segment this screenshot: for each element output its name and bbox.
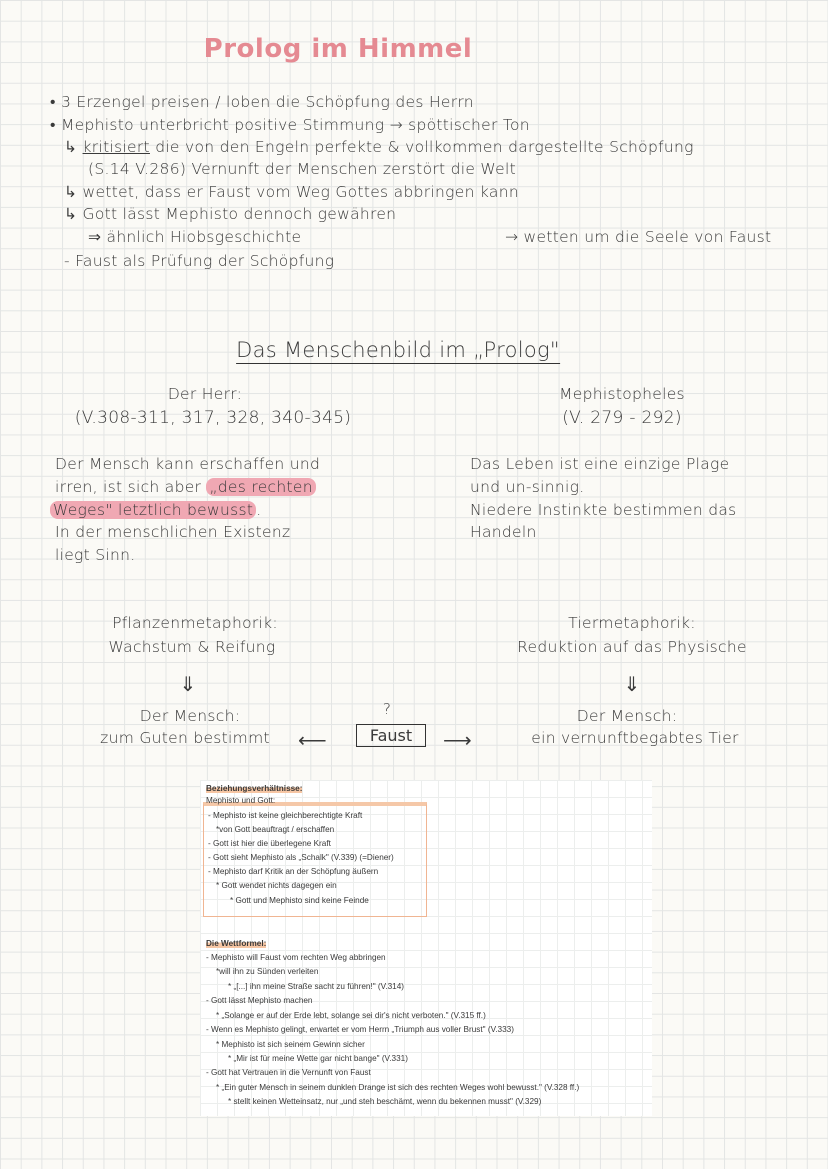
inset-line: * „Ein guter Mensch in seinem dunklen Drange ist sich des rechten Weges wohl bewusst." (V.328 ff.) [216,1083,580,1092]
inset-line: - Mephisto will Faust vom rechten Weg abbringen [206,953,386,962]
result-label: Der Mensch: [576,707,678,725]
inset-line: - Gott hat Vertrauen in die Vernunft von Faust [206,1068,371,1077]
arrow-right-icon: ⟶ [443,728,472,752]
inset-line: - Mephisto ist keine gleichberechtigte Kraft [208,811,363,820]
inset-line: - Gott sieht Mephisto als „Schalk" (V.339) (=Diener) [208,853,394,862]
note-text: die von den Engeln perfekte & vollkommen dargestellte Schöpfung [155,138,694,156]
inset-line: - Wenn es Mephisto gelingt, erwartet er vom Herrn „Triumph aus voller Brust" (V.333) [206,1025,514,1034]
result-label: Der Mensch: [139,707,241,725]
herr-verses: (V.308-311, 317, 328, 340-345) [74,408,352,428]
underlined-word: kritisiert [82,138,150,156]
inset-line: - Gott lässt Mephisto machen [206,996,313,1005]
inset-notes-image [200,780,652,1116]
highlight: Weges" letztlich bewusst [50,501,256,519]
mephisto-verses: (V. 279 - 292) [562,408,682,428]
mephisto-text: und un-sinnig. [470,478,585,496]
inset-heading: Die Wettformel: [206,939,267,948]
herr-text: liegt Sinn. [55,546,136,564]
note-line: ↳ Gott lässt Mephisto dennoch gewähren [64,205,397,223]
herr-text: Der Mensch kann erschaffen und [55,455,321,473]
inset-line: * „[...] ihn meine Straße sacht zu führen!" (V.314) [228,982,404,991]
inset-line: *will ihn zu Sünden verleiten [216,967,319,976]
mephisto-text: Das Leben ist eine einzige Plage [470,455,730,473]
note-line [64,138,694,156]
page-title: Prolog im Himmel [203,34,473,64]
note-line: → wetten um die Seele von Faust [505,228,772,246]
herr-text [50,501,261,519]
inset-line: * stellt keinen Wetteinsatz, nur „und steh beschämt, wenn du bekennen musst" (V.329) [228,1097,542,1106]
note-line: • Mephisto unterbricht positive Stimmung → spöttischer Ton [50,116,530,134]
note-line: • 3 Erzengel preisen / loben die Schöpfung des Herrn [50,93,474,111]
result-text: zum Guten bestimmt [100,729,270,747]
highlight: „des rechten [206,478,315,496]
inset-line: * „Solange er auf der Erde lebt, solange sei dir's nicht verboten." (V.315 ff.) [216,1011,486,1020]
note-line: ↳ wettet, dass er Faust vom Weg Gottes abbringen kann [64,183,519,201]
inset-line: - Gott ist hier die überlegene Kraft [208,839,331,848]
inset-line: * „Mir ist für meine Wette gar nicht bange" (V.331) [228,1054,408,1063]
animal-metaphor-sub: Reduktion auf das Physische [517,638,747,656]
herr-label: Der Herr: [167,385,243,403]
arrow-icon: ↳ [64,138,78,156]
mephisto-label: Mephistopheles [559,385,685,403]
double-down-arrow-icon: ⇓ [623,672,641,696]
inset-heading: Beziehungsverhältnisse: [206,784,303,793]
text: . [256,501,262,519]
inset-subheading: Mephisto und Gott: [206,796,276,805]
faust-box: Faust [356,724,426,747]
double-down-arrow-icon: ⇓ [179,672,197,696]
plant-metaphor: Pflanzenmetaphorik: [112,614,278,632]
inset-line: * Gott und Mephisto sind keine Feinde [230,896,369,905]
note-line: (S.14 V.286) Vernunft der Menschen zerstört die Welt [88,160,516,178]
plant-metaphor-sub: Wachstum & Reifung [108,638,276,656]
text: irren, ist sich aber [55,478,202,496]
result-text: ein vernunftbegabtes Tier [531,729,739,747]
herr-text: In der menschlichen Existenz [55,523,291,541]
herr-text [55,478,316,496]
note-line: ⇒ ähnlich Hiobsgeschichte [88,228,302,246]
inset-line: * Gott wendet nichts dagegen ein [216,881,337,890]
mephisto-text: Handeln [470,523,537,541]
note-line: - Faust als Prüfung der Schöpfung [64,252,335,270]
arrow-left-icon: ⟵ [298,728,327,752]
inset-line: - Mephisto darf Kritik an der Schöpfung äußern [208,867,379,876]
inset-line: * Mephisto ist sich seinem Gewinn sicher [216,1040,365,1049]
section-heading: Das Menschenbild im „Prolog" [236,338,560,362]
question-mark: ? [382,700,392,718]
mephisto-text: Niedere Instinkte bestimmen das [470,501,737,519]
inset-line: *von Gott beauftragt / erschaffen [216,825,335,834]
animal-metaphor: Tiermetaphorik: [568,614,696,632]
